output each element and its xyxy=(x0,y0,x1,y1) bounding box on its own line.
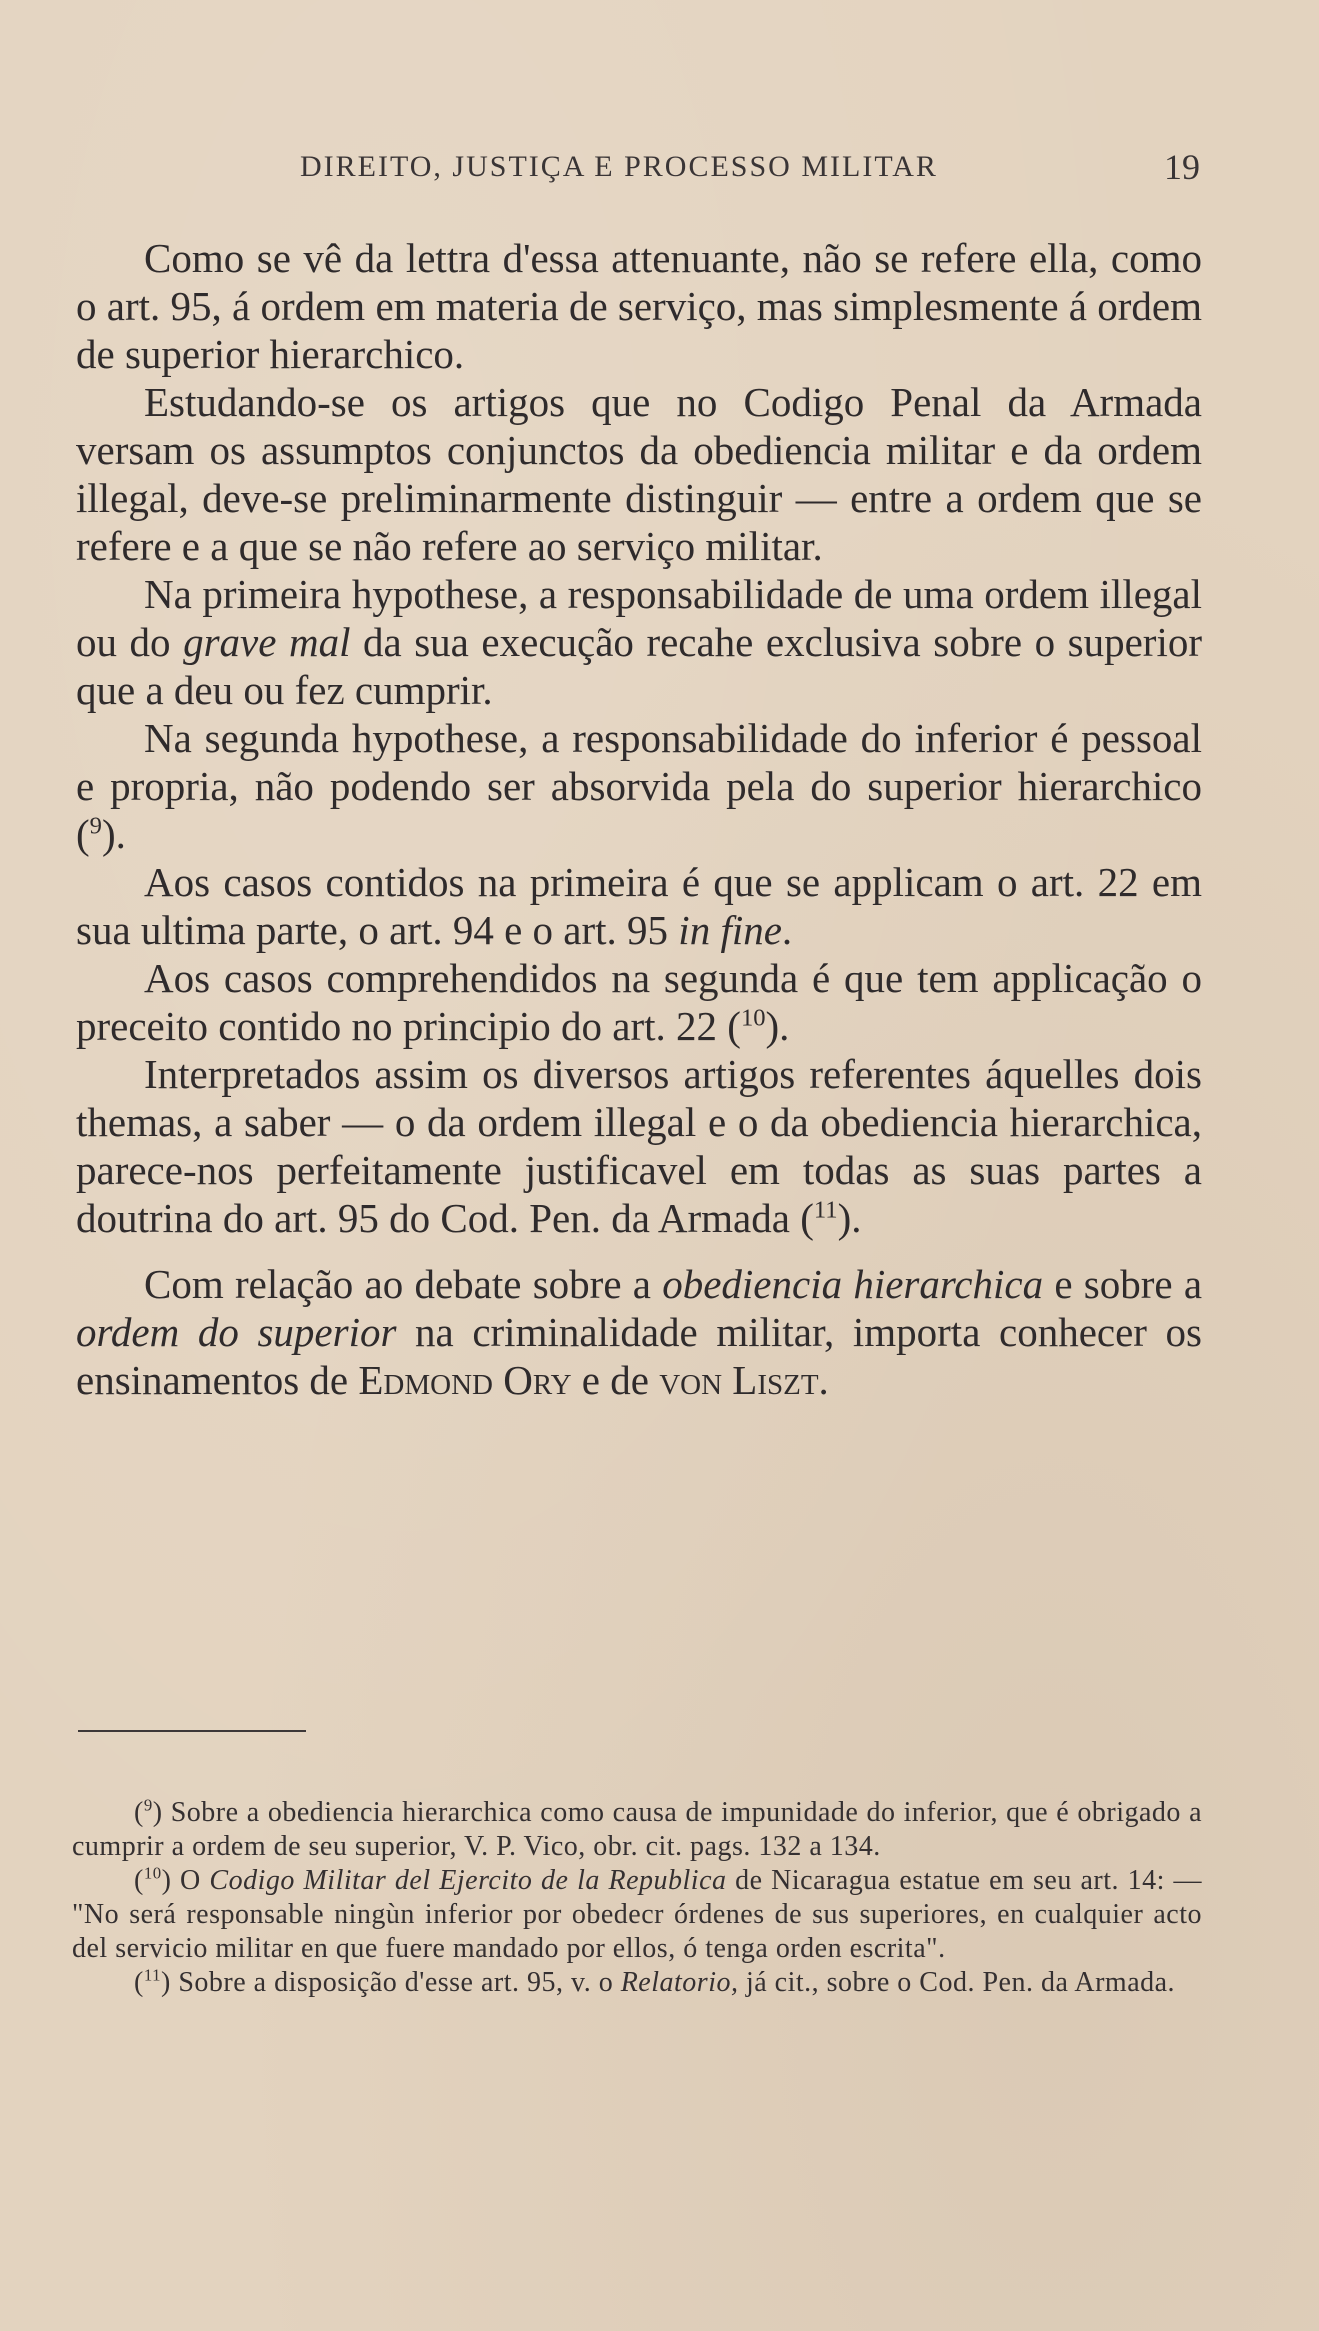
text-run: e sobre a xyxy=(1043,1261,1203,1307)
footnote-divider xyxy=(78,1730,306,1732)
italic-run: Relatorio, xyxy=(620,1967,739,1998)
author-name: von Liszt xyxy=(659,1357,819,1403)
footnotes xyxy=(72,1796,1202,2000)
text-run: na criminalidade militar, importa conhecer os ensinamentos de xyxy=(76,1309,1203,1403)
main-text xyxy=(76,234,1202,1404)
text-run: e de xyxy=(571,1357,660,1403)
text-run: Aos casos comprehendidos na segunda é que tem applicação o preceito contido no principio do art. 22 ( xyxy=(76,955,1202,1049)
text-run: . xyxy=(781,907,793,953)
text-run: Na primeira hypothese, a responsabilidade de uma ordem illegal ou do xyxy=(76,571,1202,665)
text-run: Como se vê da lettra d'essa attenuante, não se refere ella, como o art. 95, á ordem em materia de serviço, mas simplesmente á ordem de superior hierarchico. xyxy=(76,235,1202,377)
footnote: ($^{11}$) Sobre a disposição d'esse art. 95, v. o Relatorio, já cit., sobre o Cod. Pen. da Armada. xyxy=(134,1965,1176,1998)
text-run: da sua execução recahe exclusiva sobre o superior que a deu ou fez cumprir. xyxy=(76,619,1203,713)
paragraph xyxy=(76,714,1202,858)
text-run: O xyxy=(171,1865,210,1896)
footnote-number: 11 xyxy=(143,1965,161,1985)
paragraph xyxy=(76,1260,1202,1404)
italic-run: ordem do superior xyxy=(76,1309,397,1355)
paragraph xyxy=(76,954,1202,1050)
paragraph xyxy=(76,1050,1202,1242)
text-run: Na segunda hypothese, a responsabilidade do inferior é pessoal e propria, não podendo ser absorvida pela do superior hierarchico ( xyxy=(76,715,1202,857)
footnote-ref: 10 xyxy=(740,1004,766,1032)
paragraph xyxy=(76,234,1202,378)
text-run: de Nicaragua estatue em seu art. 14: — "No será responsable ningùn inferior por obedecr órdenes de sus superiores, en cualquier acto del servicio militar en que fuere mandado por ellos, ó tenga orden escrita". xyxy=(72,1865,1202,1964)
text-run: Estudando-se os artigos que no Codigo Penal da Armada versam os assumptos conjunctos da obediencia militar e da ordem illegal, deve-se preliminarmente distinguir — entre a ordem que se refere e a que se não refere ao serviço militar. xyxy=(76,379,1202,569)
author-name: Edmond Ory xyxy=(358,1357,572,1403)
footnote: ($^9$) Sobre a obediencia hierarchica como causa de impunidade do inferior, que é obrigado a cumprir a ordem de seu superior, V. P. Vico, obr. cit. pags. 132 a 134. xyxy=(72,1795,1202,1862)
footnote: ($^{10}$) O Codigo Militar del Ejercito de la Republica de Nicaragua estatue em seu art. 14: — "No será responsable ningùn inferior por obedecr órdenes de sus superiores, en cualquier acto del servicio militar en que fuere mandado por ellos, ó tenga orden escrita". xyxy=(72,1863,1202,1964)
text-run: . xyxy=(818,1357,829,1403)
paragraph xyxy=(76,858,1202,954)
running-head-title: DIREITO, JUSTIÇA E PROCESSO MILITAR xyxy=(300,150,938,183)
italic-run: in fine xyxy=(678,907,782,953)
text-run: Interpretados assim os diversos artigos referentes áquelles dois themas, a saber — o da ordem illegal e o da obediencia hierarchica, parece-nos perfeitamente justificavel em todas as suas partes a doutrina do art. 95 do Cod. Pen. da Armada ( xyxy=(76,1051,1202,1241)
footnote-number: 10 xyxy=(143,1863,162,1883)
page-number: 19 xyxy=(1164,147,1200,187)
text-run: ). xyxy=(837,1195,862,1241)
text-run: ). xyxy=(765,1003,790,1049)
paragraph xyxy=(76,378,1202,570)
paragraph xyxy=(76,570,1202,714)
footnote-number: 9 xyxy=(143,1795,153,1815)
italic-run: Codigo Militar del Ejercito de la Republica xyxy=(209,1865,727,1896)
footnote-ref: 9 xyxy=(89,812,102,840)
text-run: já cit., sobre o Cod. Pen. da Armada. xyxy=(738,1967,1176,1998)
italic-run: grave mal xyxy=(183,619,351,665)
text-run: ). xyxy=(101,811,126,857)
footnote-ref: 11 xyxy=(813,1196,838,1224)
text-run: Sobre a obediencia hierarchica como causa de impunidade do inferior, que é obrigado a cumprir a ordem de seu superior, V. P. Vico, obr. cit. pags. 132 a 134. xyxy=(72,1797,1202,1862)
text-run: Sobre a disposição d'esse art. 95, v. o xyxy=(170,1967,621,1998)
text-run: Aos casos contidos na primeira é que se applicam o art. 22 em sua ultima parte, o art. 94 e o art. 95 xyxy=(76,859,1202,953)
italic-run: obediencia hierarchica xyxy=(662,1261,1044,1307)
text-run: Com relação ao debate sobre a xyxy=(144,1261,663,1307)
